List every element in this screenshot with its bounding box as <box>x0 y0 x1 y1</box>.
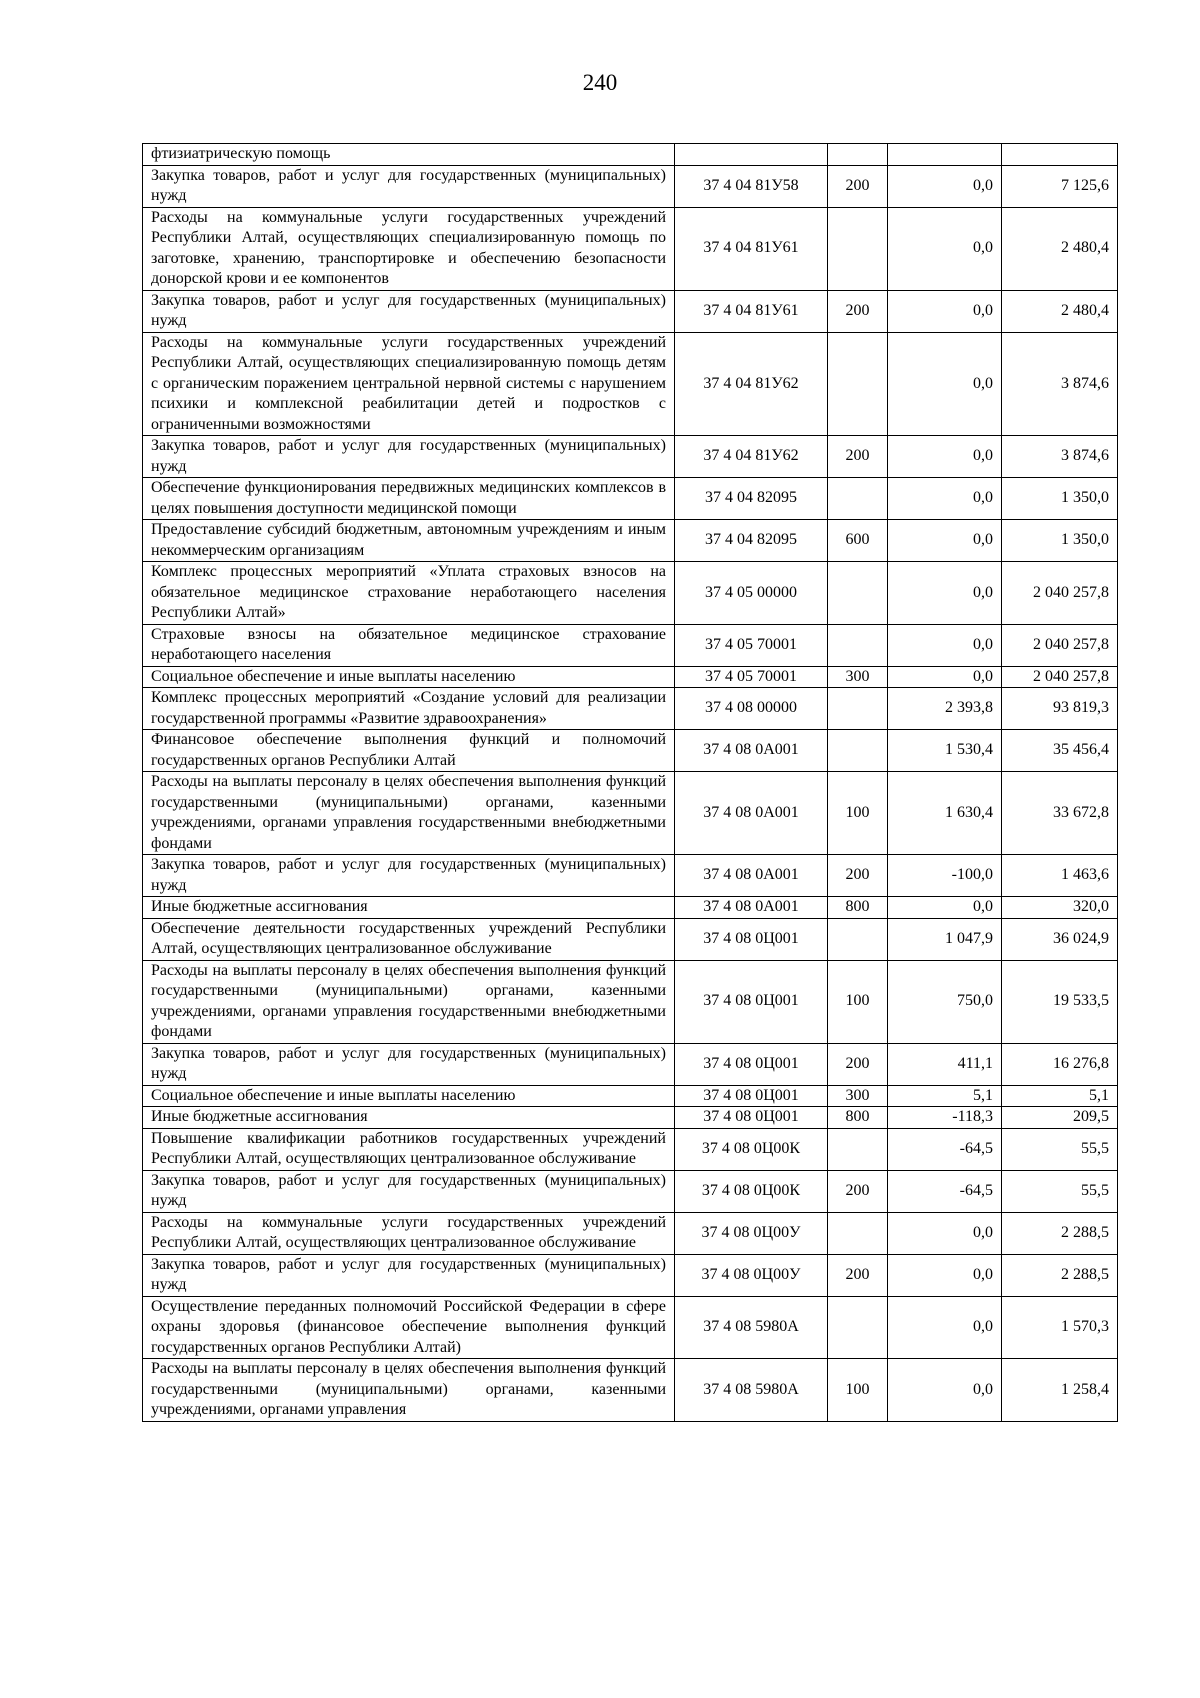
table-row <box>143 1170 1118 1212</box>
row-code-cell: 37 4 08 00000 <box>675 688 828 730</box>
row-expense-type-cell <box>828 207 888 290</box>
row-name-cell: Обеспечение деятельности государственных учреждений Республики Алтай, осуществляющих централизованное обслуживание <box>143 918 675 960</box>
table-row <box>143 1085 1118 1107</box>
row-name-cell: Закупка товаров, работ и услуг для государственных (муниципальных) нужд <box>143 436 675 478</box>
row-expense-type-cell: 200 <box>828 165 888 207</box>
row-code-cell: 37 4 08 0Ц001 <box>675 960 828 1043</box>
row-code-cell: 37 4 08 0Ц00К <box>675 1170 828 1212</box>
row-change-amount-cell: 0,0 <box>888 520 1002 562</box>
row-code-cell <box>675 144 828 166</box>
row-change-amount-cell: 0,0 <box>888 290 1002 332</box>
table-row <box>143 730 1118 772</box>
row-code-cell: 37 4 08 0А001 <box>675 897 828 919</box>
row-total-amount-cell: 5,1 <box>1002 1085 1118 1107</box>
row-name-cell: Закупка товаров, работ и услуг для государственных (муниципальных) нужд <box>143 1043 675 1085</box>
row-name-cell: Страховые взносы на обязательное медицинское страхование неработающего населения <box>143 624 675 666</box>
row-name-cell: Расходы на коммунальные услуги государственных учреждений Республики Алтай, осуществляющих специализированную помощь по заготовке, хранению, транспортировке и обеспечению безопасности донорской крови и ее компонентов <box>143 207 675 290</box>
table-row <box>143 855 1118 897</box>
row-code-cell: 37 4 08 0Ц001 <box>675 1043 828 1085</box>
row-total-amount-cell <box>1002 144 1118 166</box>
row-total-amount-cell: 2 040 257,8 <box>1002 666 1118 688</box>
row-code-cell: 37 4 08 0Ц001 <box>675 918 828 960</box>
row-expense-type-cell <box>828 144 888 166</box>
row-expense-type-cell <box>828 918 888 960</box>
row-name-cell: Расходы на коммунальные услуги государственных учреждений Республики Алтай, осуществляющих централизованное обслуживание <box>143 1212 675 1254</box>
row-total-amount-cell: 1 258,4 <box>1002 1359 1118 1422</box>
row-code-cell: 37 4 04 82095 <box>675 520 828 562</box>
row-change-amount-cell: 750,0 <box>888 960 1002 1043</box>
row-code-cell: 37 4 08 0Ц00К <box>675 1128 828 1170</box>
row-total-amount-cell: 3 874,6 <box>1002 436 1118 478</box>
table-row <box>143 1128 1118 1170</box>
table-row <box>143 436 1118 478</box>
row-name-cell: Расходы на выплаты персоналу в целях обеспечения выполнения функций государственными (муниципальными) органами, казенными учреждениями, органами управления государственными внебюджетными фондами <box>143 772 675 855</box>
table-row <box>143 1359 1118 1422</box>
row-name-cell: Предоставление субсидий бюджетным, автономным учреждениям и иным некоммерческим организациям <box>143 520 675 562</box>
row-total-amount-cell: 1 570,3 <box>1002 1296 1118 1359</box>
row-total-amount-cell: 2 288,5 <box>1002 1254 1118 1296</box>
row-name-cell: Иные бюджетные ассигнования <box>143 1107 675 1129</box>
row-code-cell: 37 4 05 00000 <box>675 562 828 625</box>
row-expense-type-cell <box>828 478 888 520</box>
row-total-amount-cell: 33 672,8 <box>1002 772 1118 855</box>
row-total-amount-cell: 2 040 257,8 <box>1002 562 1118 625</box>
budget-table-body <box>143 144 1118 1422</box>
row-change-amount-cell: 1 630,4 <box>888 772 1002 855</box>
row-change-amount-cell: 0,0 <box>888 436 1002 478</box>
row-expense-type-cell: 200 <box>828 1254 888 1296</box>
row-expense-type-cell: 300 <box>828 666 888 688</box>
row-change-amount-cell: 2 393,8 <box>888 688 1002 730</box>
row-name-cell: Иные бюджетные ассигнования <box>143 897 675 919</box>
row-total-amount-cell: 55,5 <box>1002 1170 1118 1212</box>
row-total-amount-cell: 1 463,6 <box>1002 855 1118 897</box>
row-change-amount-cell: -64,5 <box>888 1170 1002 1212</box>
row-change-amount-cell: 5,1 <box>888 1085 1002 1107</box>
table-row <box>143 772 1118 855</box>
row-name-cell: Расходы на выплаты персоналу в целях обеспечения выполнения функций государственными (муниципальными) органами, казенными учреждениями, органами управления <box>143 1359 675 1422</box>
table-row <box>143 520 1118 562</box>
row-change-amount-cell: -100,0 <box>888 855 1002 897</box>
row-change-amount-cell: 411,1 <box>888 1043 1002 1085</box>
row-name-cell: Осуществление переданных полномочий Российской Федерации в сфере охраны здоровья (финансовое обеспечение выполнения функций государственных органов Республики Алтай) <box>143 1296 675 1359</box>
row-expense-type-cell <box>828 562 888 625</box>
row-name-cell: Социальное обеспечение и иные выплаты населению <box>143 666 675 688</box>
row-expense-type-cell <box>828 332 888 436</box>
row-change-amount-cell: 0,0 <box>888 332 1002 436</box>
row-total-amount-cell: 2 040 257,8 <box>1002 624 1118 666</box>
row-change-amount-cell: 0,0 <box>888 897 1002 919</box>
row-change-amount-cell: 0,0 <box>888 1212 1002 1254</box>
row-change-amount-cell: 0,0 <box>888 165 1002 207</box>
row-name-cell: Закупка товаров, работ и услуг для государственных (муниципальных) нужд <box>143 290 675 332</box>
row-expense-type-cell <box>828 624 888 666</box>
table-row <box>143 960 1118 1043</box>
row-expense-type-cell: 200 <box>828 1043 888 1085</box>
row-code-cell: 37 4 05 70001 <box>675 624 828 666</box>
row-change-amount-cell: 0,0 <box>888 478 1002 520</box>
table-row <box>143 207 1118 290</box>
row-code-cell: 37 4 04 81У61 <box>675 290 828 332</box>
row-expense-type-cell <box>828 1128 888 1170</box>
row-total-amount-cell: 3 874,6 <box>1002 332 1118 436</box>
row-expense-type-cell: 100 <box>828 960 888 1043</box>
row-expense-type-cell: 600 <box>828 520 888 562</box>
row-change-amount-cell: -64,5 <box>888 1128 1002 1170</box>
row-name-cell: Обеспечение функционирования передвижных медицинских комплексов в целях повышения доступности медицинской помощи <box>143 478 675 520</box>
row-code-cell: 37 4 08 5980А <box>675 1296 828 1359</box>
row-expense-type-cell <box>828 1296 888 1359</box>
table-row <box>143 1212 1118 1254</box>
row-code-cell: 37 4 04 81У62 <box>675 332 828 436</box>
row-total-amount-cell: 35 456,4 <box>1002 730 1118 772</box>
row-expense-type-cell: 800 <box>828 1107 888 1129</box>
row-expense-type-cell <box>828 688 888 730</box>
row-name-cell: Закупка товаров, работ и услуг для государственных (муниципальных) нужд <box>143 1254 675 1296</box>
row-code-cell: 37 4 08 0Ц001 <box>675 1085 828 1107</box>
row-change-amount-cell: 0,0 <box>888 207 1002 290</box>
row-total-amount-cell: 19 533,5 <box>1002 960 1118 1043</box>
table-row <box>143 562 1118 625</box>
row-name-cell: Закупка товаров, работ и услуг для государственных (муниципальных) нужд <box>143 855 675 897</box>
row-total-amount-cell: 55,5 <box>1002 1128 1118 1170</box>
row-expense-type-cell: 200 <box>828 436 888 478</box>
table-row <box>143 1107 1118 1129</box>
page-number: 240 <box>582 70 618 95</box>
row-code-cell: 37 4 04 81У58 <box>675 165 828 207</box>
table-row <box>143 1254 1118 1296</box>
row-expense-type-cell <box>828 1212 888 1254</box>
row-expense-type-cell: 300 <box>828 1085 888 1107</box>
row-name-cell: Социальное обеспечение и иные выплаты населению <box>143 1085 675 1107</box>
row-expense-type-cell: 100 <box>828 772 888 855</box>
row-total-amount-cell: 2 480,4 <box>1002 207 1118 290</box>
row-change-amount-cell: -118,3 <box>888 1107 1002 1129</box>
row-code-cell: 37 4 04 82095 <box>675 478 828 520</box>
row-code-cell: 37 4 08 0А001 <box>675 772 828 855</box>
row-expense-type-cell: 800 <box>828 897 888 919</box>
row-change-amount-cell: 1 047,9 <box>888 918 1002 960</box>
row-code-cell: 37 4 08 0А001 <box>675 730 828 772</box>
row-change-amount-cell: 0,0 <box>888 1254 1002 1296</box>
table-row <box>143 1296 1118 1359</box>
row-code-cell: 37 4 08 0А001 <box>675 855 828 897</box>
row-name-cell: Повышение квалификации работников государственных учреждений Республики Алтай, осуществляющих централизованное обслуживание <box>143 1128 675 1170</box>
row-name-cell: Закупка товаров, работ и услуг для государственных (муниципальных) нужд <box>143 165 675 207</box>
row-name-cell: Комплекс процессных мероприятий «Уплата страховых взносов на обязательное медицинское страхование неработающего населения Республики Алтай» <box>143 562 675 625</box>
row-change-amount-cell: 0,0 <box>888 1359 1002 1422</box>
table-row <box>143 688 1118 730</box>
row-total-amount-cell: 36 024,9 <box>1002 918 1118 960</box>
table-row <box>143 290 1118 332</box>
row-code-cell: 37 4 08 0Ц00У <box>675 1212 828 1254</box>
row-name-cell: Комплекс процессных мероприятий «Создание условий для реализации государственной программы «Развитие здравоохранения» <box>143 688 675 730</box>
row-total-amount-cell: 2 288,5 <box>1002 1212 1118 1254</box>
table-row <box>143 332 1118 436</box>
row-total-amount-cell: 2 480,4 <box>1002 290 1118 332</box>
row-name-cell: Финансовое обеспечение выполнения функций и полномочий государственных органов Республики Алтай <box>143 730 675 772</box>
row-name-cell: Закупка товаров, работ и услуг для государственных (муниципальных) нужд <box>143 1170 675 1212</box>
row-change-amount-cell: 0,0 <box>888 562 1002 625</box>
table-row <box>143 666 1118 688</box>
row-code-cell: 37 4 04 81У61 <box>675 207 828 290</box>
budget-table <box>142 143 1118 1422</box>
row-name-cell: Расходы на коммунальные услуги государственных учреждений Республики Алтай, осуществляющих специализированную помощь детям с органическим поражением центральной нервной системы с нарушением психики и комплексной реабилитации детей и подростков с ограниченными возможностями <box>143 332 675 436</box>
table-row <box>143 624 1118 666</box>
table-row <box>143 165 1118 207</box>
table-row <box>143 1043 1118 1085</box>
row-change-amount-cell: 0,0 <box>888 1296 1002 1359</box>
table-row <box>143 478 1118 520</box>
row-expense-type-cell: 200 <box>828 290 888 332</box>
row-expense-type-cell: 200 <box>828 1170 888 1212</box>
row-name-cell: Расходы на выплаты персоналу в целях обеспечения выполнения функций государственными (муниципальными) органами, казенными учреждениями, органами управления государственными внебюджетными фондами <box>143 960 675 1043</box>
row-expense-type-cell <box>828 730 888 772</box>
row-total-amount-cell: 93 819,3 <box>1002 688 1118 730</box>
row-name-cell: фтизиатрическую помощь <box>143 144 675 166</box>
row-expense-type-cell: 100 <box>828 1359 888 1422</box>
row-change-amount-cell <box>888 144 1002 166</box>
row-total-amount-cell: 1 350,0 <box>1002 520 1118 562</box>
row-code-cell: 37 4 08 5980А <box>675 1359 828 1422</box>
row-code-cell: 37 4 08 0Ц001 <box>675 1107 828 1129</box>
table-row <box>143 918 1118 960</box>
row-change-amount-cell: 1 530,4 <box>888 730 1002 772</box>
row-code-cell: 37 4 04 81У62 <box>675 436 828 478</box>
row-change-amount-cell: 0,0 <box>888 666 1002 688</box>
row-total-amount-cell: 209,5 <box>1002 1107 1118 1129</box>
row-change-amount-cell: 0,0 <box>888 624 1002 666</box>
row-total-amount-cell: 1 350,0 <box>1002 478 1118 520</box>
row-total-amount-cell: 320,0 <box>1002 897 1118 919</box>
row-expense-type-cell: 200 <box>828 855 888 897</box>
row-total-amount-cell: 16 276,8 <box>1002 1043 1118 1085</box>
row-code-cell: 37 4 08 0Ц00У <box>675 1254 828 1296</box>
row-code-cell: 37 4 05 70001 <box>675 666 828 688</box>
table-row <box>143 144 1118 166</box>
table-row <box>143 897 1118 919</box>
row-total-amount-cell: 7 125,6 <box>1002 165 1118 207</box>
